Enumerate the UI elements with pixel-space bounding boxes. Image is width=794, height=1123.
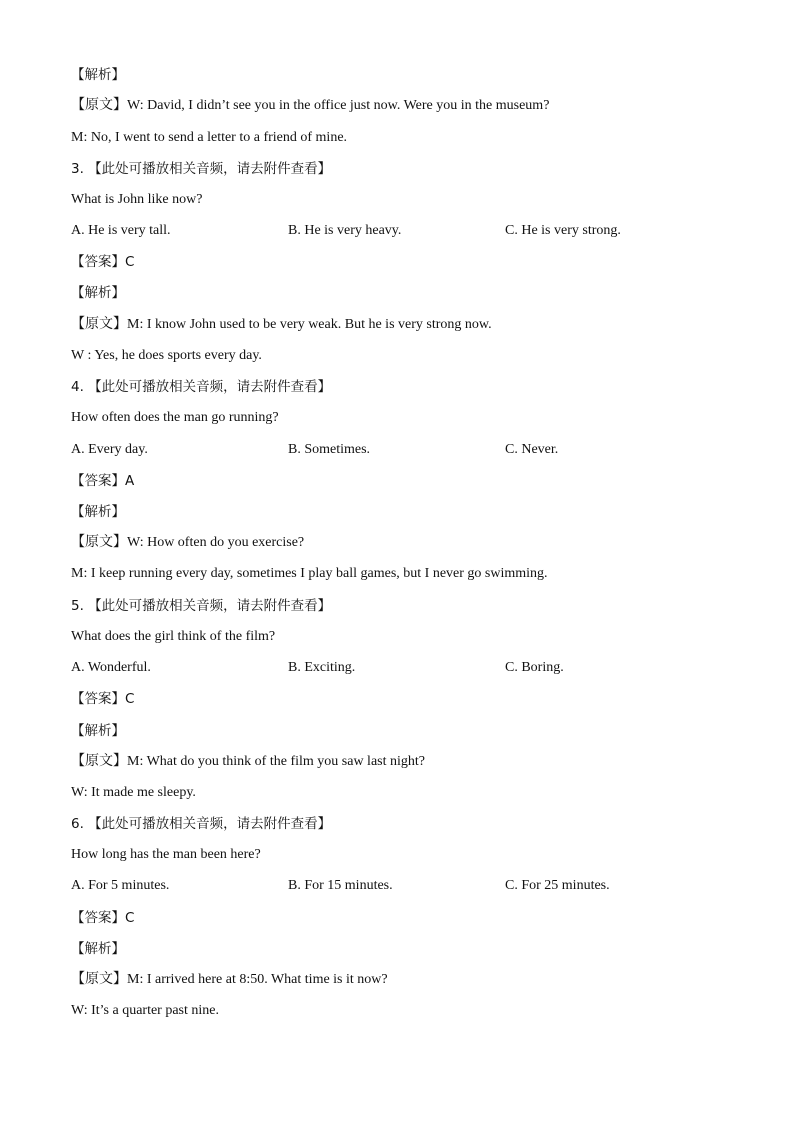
question-6-text: How long has the man been here? xyxy=(71,847,261,862)
question-5-header: 5. 【此处可播放相关音频，请去附件查看】 xyxy=(71,598,332,614)
question-4-option-c: C. Never. xyxy=(505,442,559,457)
question-3-analysis: 【解析】 xyxy=(71,285,125,301)
question-6-option-b: B. For 15 minutes. xyxy=(288,878,393,893)
question-6-option-c: C. For 25 minutes. xyxy=(505,878,610,893)
question-5-text: What does the girl think of the film? xyxy=(71,629,276,644)
question-3-header: 3. 【此处可播放相关音频，请去附件查看】 xyxy=(71,161,332,177)
question-6-answer: 【答案】C xyxy=(71,910,135,926)
question-3-transcript: 【原文】M: I know John used to be very weak. But he is very strong now. xyxy=(71,317,492,332)
question-3-option-b: B. He is very heavy. xyxy=(288,223,402,238)
question-4-header: 4. 【此处可播放相关音频，请去附件查看】 xyxy=(71,379,332,395)
question-4-text: How often does the man go running? xyxy=(71,410,279,425)
question-5-transcript: 【原文】M: What do you think of the film you saw last night? xyxy=(71,754,425,769)
question-3-transcript-reply: W : Yes, he does sports every day. xyxy=(71,348,262,363)
question-4-answer: 【答案】A xyxy=(71,473,135,489)
question-4-transcript-reply: M: I keep running every day, sometimes I play ball games, but I never go swimming. xyxy=(71,566,548,581)
question-4-option-a: A. Every day. xyxy=(71,442,148,457)
question-3-option-c: C. He is very strong. xyxy=(505,223,621,238)
question-4-transcript: 【原文】W: How often do you exercise? xyxy=(71,535,305,550)
question-5-option-c: C. Boring. xyxy=(505,660,564,675)
question-5-answer: 【答案】C xyxy=(71,691,135,707)
question-6-header: 6. 【此处可播放相关音频，请去附件查看】 xyxy=(71,816,332,832)
transcript-line: M: No, I went to send a letter to a friend of mine. xyxy=(71,130,348,145)
question-5-analysis: 【解析】 xyxy=(71,723,125,739)
question-3-text: What is John like now? xyxy=(71,192,203,207)
question-6-option-a: A. For 5 minutes. xyxy=(71,878,170,893)
transcript-line: 【原文】W: David, I didn’t see you in the office just now. Were you in the museum? xyxy=(71,98,550,113)
question-6-analysis: 【解析】 xyxy=(71,941,125,957)
question-5-option-b: B. Exciting. xyxy=(288,660,356,675)
question-4-analysis: 【解析】 xyxy=(71,504,125,520)
question-4-option-b: B. Sometimes. xyxy=(288,442,371,457)
question-6-transcript: 【原文】M: I arrived here at 8:50. What time is it now? xyxy=(71,972,388,987)
question-5-transcript-reply: W: It made me sleepy. xyxy=(71,785,196,800)
question-3-option-a: A. He is very tall. xyxy=(71,223,171,238)
question-6-transcript-reply: W: It’s a quarter past nine. xyxy=(71,1003,219,1018)
question-5-option-a: A. Wonderful. xyxy=(71,660,151,675)
analysis-heading: 【解析】 xyxy=(71,67,125,83)
question-3-answer: 【答案】C xyxy=(71,254,135,270)
